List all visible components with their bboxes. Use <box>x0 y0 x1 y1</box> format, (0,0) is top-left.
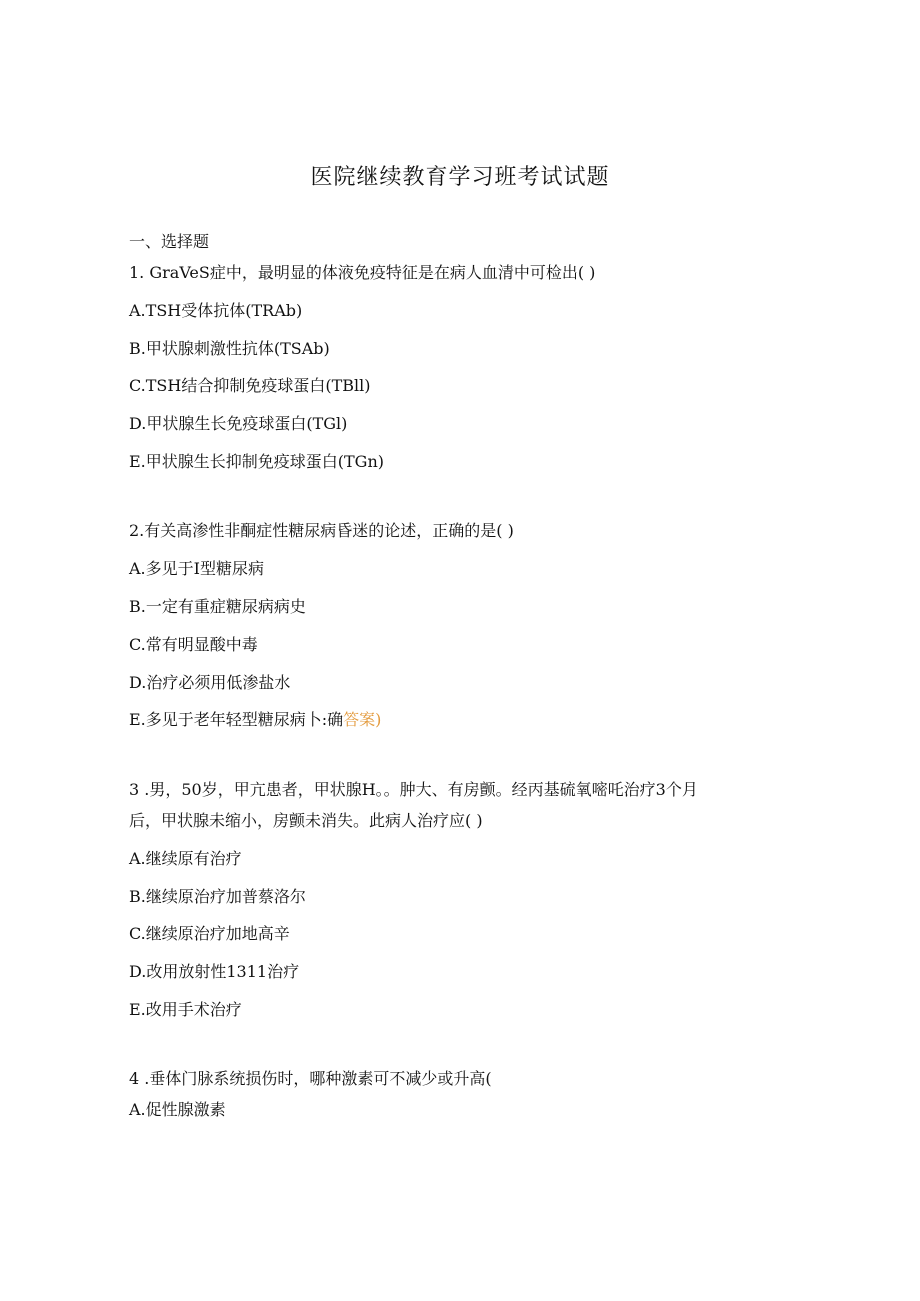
document-title: 医院继续教育学习班考试试题 <box>310 165 610 190</box>
question-4-stem: 4 .垂体门脉系统损伤时，哪种激素可不减少或升高( <box>129 1069 492 1088</box>
question-2-option-a: A.多见于I型糖尿病 <box>129 559 264 578</box>
question-3-option-e: E.改用手术治疗 <box>129 1000 242 1019</box>
question-3-stem-line-2: 后，甲状腺未缩小，房颤未消失。此病人治疗应( ) <box>129 811 483 830</box>
question-1-stem: 1. GraVeS症中，最明显的体液免疫特征是在病人血清中可检出( ) <box>129 263 596 282</box>
question-1-option-c: C.TSH结合抑制免疫球蛋白(TBll) <box>129 376 371 395</box>
question-2-option-b: B.一定有重症糖尿病病史 <box>129 597 306 616</box>
question-2-option-c: C.常有明显酸中毒 <box>129 635 258 654</box>
question-2-option-e <box>129 709 381 731</box>
question-3-option-a: A.继续原有治疗 <box>129 849 242 868</box>
question-2-option-e-text: E.多见于老年轻型糖尿病卜:确 <box>129 710 344 729</box>
question-1-option-b: B.甲状腺刺激性抗体(TSAb) <box>129 339 330 358</box>
question-3-option-c: C.继续原治疗加地高辛 <box>129 924 290 943</box>
question-2-stem: 2.有关高渗性非酮症性糖尿病昏迷的论述，正确的是( ) <box>129 521 514 540</box>
section-heading: 一、选择题 <box>129 232 210 251</box>
question-2-option-d: D.治疗必须用低渗盐水 <box>129 673 291 692</box>
question-1-option-a: A.TSH受体抗体(TRAb) <box>129 301 303 320</box>
question-1-option-d: D.甲状腺生长免疫球蛋白(TGl) <box>129 414 348 433</box>
answer-marker: 答案) <box>343 710 382 729</box>
question-1-option-e: E.甲状腺生长抑制免疫球蛋白(TGn) <box>129 452 385 471</box>
question-3-option-d: D.改用放射性1311治疗 <box>129 962 300 981</box>
question-4-option-a: A.促性腺激素 <box>129 1100 226 1119</box>
question-3-stem-line-1: 3 .男，50岁，甲亢患者，甲状腺H。。肿大、有房颤。经丙基硫氧嘧吒治疗3个月 <box>129 780 698 799</box>
question-3-option-b: B.继续原治疗加普蔡洛尔 <box>129 887 306 906</box>
